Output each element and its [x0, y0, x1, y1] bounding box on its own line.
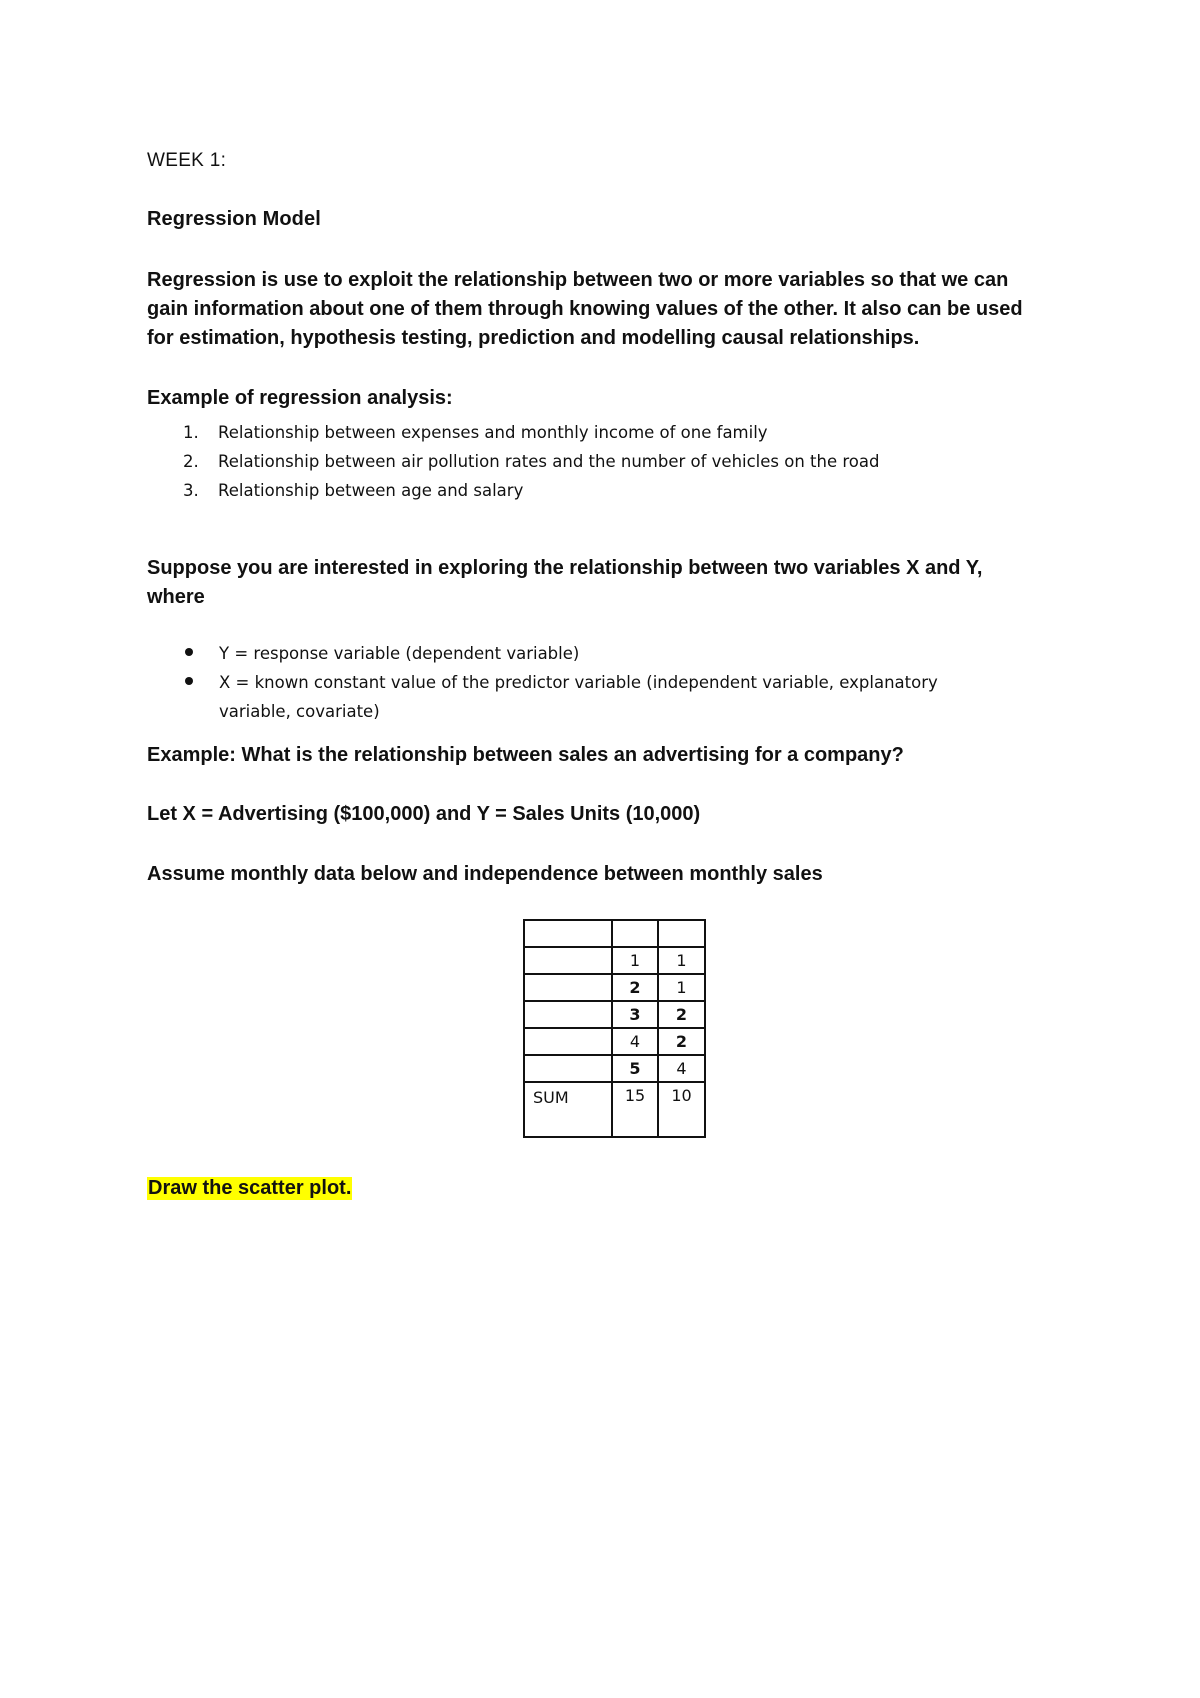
task-prompt-highlighted: Draw the scatter plot. [148, 1177, 352, 1199]
list-number: 2. [183, 452, 199, 471]
list-number: 3. [183, 481, 199, 500]
examples-title: Example of regression analysis: [147, 387, 453, 409]
let-statement: Let X = Advertising ($100,000) and Y = Sales Units (10,000) [147, 803, 701, 825]
table-cell-x: 4 [612, 1028, 658, 1055]
bullet-text: Y = response variable (dependent variable) [219, 644, 580, 663]
table-cell-x: 5 [612, 1055, 658, 1082]
example-question: Example: What is the relationship between sales an advertising for a company? [147, 744, 904, 766]
data-table [523, 919, 706, 1138]
table-cell-y: 1 [658, 974, 705, 1001]
table-header-cell [524, 920, 612, 947]
list-item [147, 476, 879, 505]
table-row [524, 974, 705, 1001]
list-item [147, 447, 879, 476]
table-header-cell [612, 920, 658, 947]
variable-bullet-list [147, 639, 938, 726]
table-cell [524, 947, 612, 974]
table-cell-y: 2 [658, 1001, 705, 1028]
suppose-paragraph [147, 554, 982, 612]
table-cell-x: 2 [612, 974, 658, 1001]
suppose-line: Suppose you are interested in exploring the relationship between two variables X and Y, [147, 557, 983, 579]
table-cell-x: 1 [612, 947, 658, 974]
intro-line: gain information about one of them through knowing values of the other. It also can be used [147, 298, 1023, 320]
table-header-row [524, 920, 705, 947]
table-cell [524, 1001, 612, 1028]
intro-paragraph [147, 266, 1047, 353]
bullet-dot-icon [185, 677, 193, 685]
table-cell-y: 4 [658, 1055, 705, 1082]
sum-label: SUM [524, 1082, 612, 1137]
table-row [524, 1028, 705, 1055]
section-heading: Regression Model [147, 208, 321, 230]
sum-x: 15 [612, 1082, 658, 1137]
examples-list [147, 418, 879, 505]
list-item-text: Relationship between expenses and monthly income of one family [218, 423, 768, 442]
bullet-dot-icon [185, 648, 193, 656]
table-header-cell [658, 920, 705, 947]
list-item-text: Relationship between age and salary [218, 481, 524, 500]
table-cell [524, 1028, 612, 1055]
bullet-item [147, 668, 938, 726]
table-cell [524, 1055, 612, 1082]
table-cell-y: 1 [658, 947, 705, 974]
table-cell-x: 3 [612, 1001, 658, 1028]
list-item-text: Relationship between air pollution rates and the number of vehicles on the road [218, 452, 880, 471]
assume-statement: Assume monthly data below and independence between monthly sales [147, 863, 823, 885]
bullet-text-continued: variable, covariate) [219, 702, 380, 721]
suppose-line: where [147, 586, 205, 608]
list-number: 1. [183, 423, 199, 442]
table-cell-y: 2 [658, 1028, 705, 1055]
table-row [524, 1001, 705, 1028]
table-sum-row [524, 1082, 705, 1137]
week-label: WEEK 1: [147, 150, 227, 171]
table-row [524, 1055, 705, 1082]
table-row [524, 947, 705, 974]
intro-line: for estimation, hypothesis testing, prediction and modelling causal relationships. [147, 327, 920, 349]
bullet-item [147, 639, 938, 668]
sum-y: 10 [658, 1082, 705, 1137]
bullet-text: X = known constant value of the predictor variable (independent variable, explanatory [219, 673, 938, 692]
intro-line: Regression is use to exploit the relationship between two or more variables so that we can [147, 269, 1009, 291]
table-cell [524, 974, 612, 1001]
list-item [147, 418, 879, 447]
